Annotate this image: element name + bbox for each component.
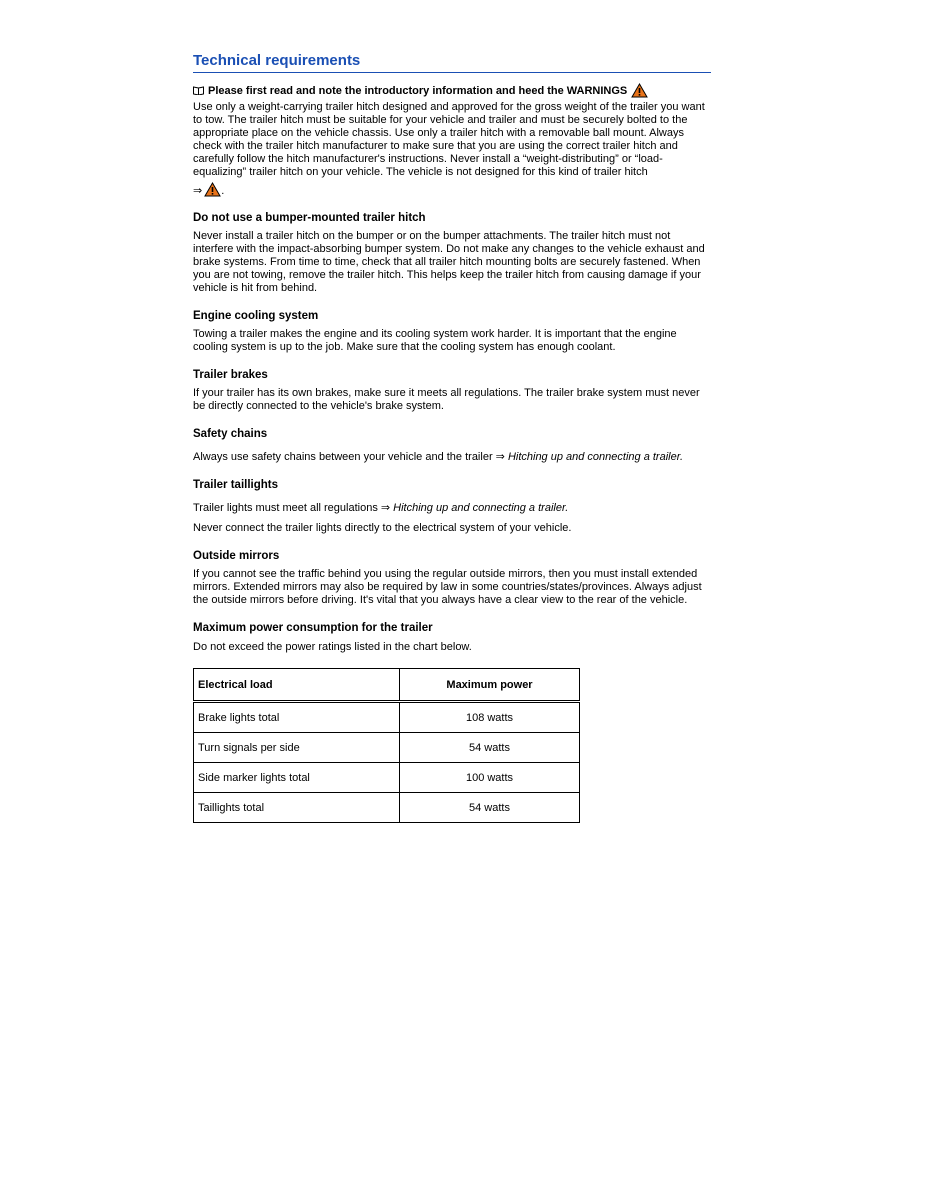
table-row (194, 702, 580, 733)
section-heading-taillights: Trailer taillights (193, 479, 278, 491)
section-heading-power: Maximum power consumption for the trailer (193, 622, 433, 634)
table-row (194, 763, 580, 793)
section-text-brakes: If your trailer has its own brakes, make sure it meets all regulations. The trailer brake system must never be directly connected to the vehicle's brake system. (193, 387, 700, 412)
table-row (194, 733, 580, 763)
section-text-chains (193, 451, 711, 464)
table-cell-power: 54 watts (400, 733, 580, 763)
warning-triangle-icon (631, 83, 648, 98)
intro-note (193, 83, 711, 98)
page-content (193, 52, 711, 823)
table-header-power: Maximum power (400, 669, 580, 702)
section-heading-cooling: Engine cooling system (193, 310, 319, 322)
book-icon (193, 86, 204, 95)
section-text-bumper: Never install a trailer hitch on the bumper or on the bumper attachments. The trailer hitch must not interfere with the impact-absorbing bumper system. Do not make any changes to the vehicle exhaust and brake systems. From time to time, check that all trailer hitch mounting bolts are securely fastened. When you are not towing, remove the trailer hitch. This helps keep the trailer hitch from causing damage if your vehicle is hit from behind. (193, 230, 705, 294)
section-heading-brakes: Trailer brakes (193, 369, 268, 381)
warning-reference: ⇒ . (193, 181, 711, 197)
taillights-text: Trailer lights must meet all regulations ⇒ (193, 502, 394, 514)
page-title: Technical requirements (193, 52, 711, 73)
taillights-xref-link[interactable]: Hitching up and connecting a trailer. (393, 502, 569, 514)
table-header-load: Electrical load (194, 669, 400, 702)
warning-triangle-icon (204, 182, 221, 197)
section-text-taillights (193, 502, 711, 515)
section-heading-bumper: Do not use a bumper-mounted trailer hitch (193, 212, 426, 224)
chains-text: Always use safety chains between your vehicle and the trailer ⇒ (193, 451, 508, 463)
table-header-row (194, 669, 580, 702)
power-table (193, 668, 580, 823)
table-cell-load: Turn signals per side (194, 733, 400, 763)
section-text-mirrors: If you cannot see the traffic behind you using the regular outside mirrors, then you must install extended mirrors. Extended mirrors may also be required by law in some countries/states/provinces. Always adjust the outside mirrors before driving. It's vital that you always have a clear view to the rear of the vehicle. (193, 568, 702, 606)
table-cell-power: 100 watts (400, 763, 580, 793)
table-cell-load: Taillights total (194, 793, 400, 823)
section-heading-mirrors: Outside mirrors (193, 550, 280, 562)
section-text-taillights-2: Never connect the trailer lights directly to the electrical system of your vehicle. (193, 522, 572, 534)
section-text-power: Do not exceed the power ratings listed in the chart below. (193, 641, 472, 653)
reference-arrow: ⇒ (193, 185, 203, 197)
intro-text: Please first read and note the introductory information and heed the WARNINGS (208, 84, 628, 97)
table-cell-power: 54 watts (400, 793, 580, 823)
table-cell-power: 108 watts (400, 702, 580, 733)
table-cell-load: Brake lights total (194, 702, 400, 733)
hitch-paragraph: Use only a weight-carrying trailer hitch designed and approved for the gross weight of the trailer you want to tow. The trailer hitch must be suitable for your vehicle and trailer and must be securely bolted to the appropriate place on the vehicle chassis. Use only a trailer hitch with a removable ball mount. Always check with the trailer hitch manufacturer to make sure that you are using the correct trailer hitch and carefully follow the hitch manufacturer's instructions. Never install a “weight-distributing” or “load-equalizing” trailer hitch on your vehicle. The vehicle is not designed for this kind of trailer hitch (193, 101, 705, 178)
chains-xref-link[interactable]: Hitching up and connecting a trailer. (507, 451, 684, 463)
table-cell-load: Side marker lights total (194, 763, 400, 793)
section-heading-chains: Safety chains (193, 428, 268, 440)
section-text-cooling: Towing a trailer makes the engine and its cooling system work harder. It is important that the engine cooling system is up to the job. Make sure that the cooling system has enough coolant. (193, 328, 677, 353)
table-row (194, 793, 580, 823)
